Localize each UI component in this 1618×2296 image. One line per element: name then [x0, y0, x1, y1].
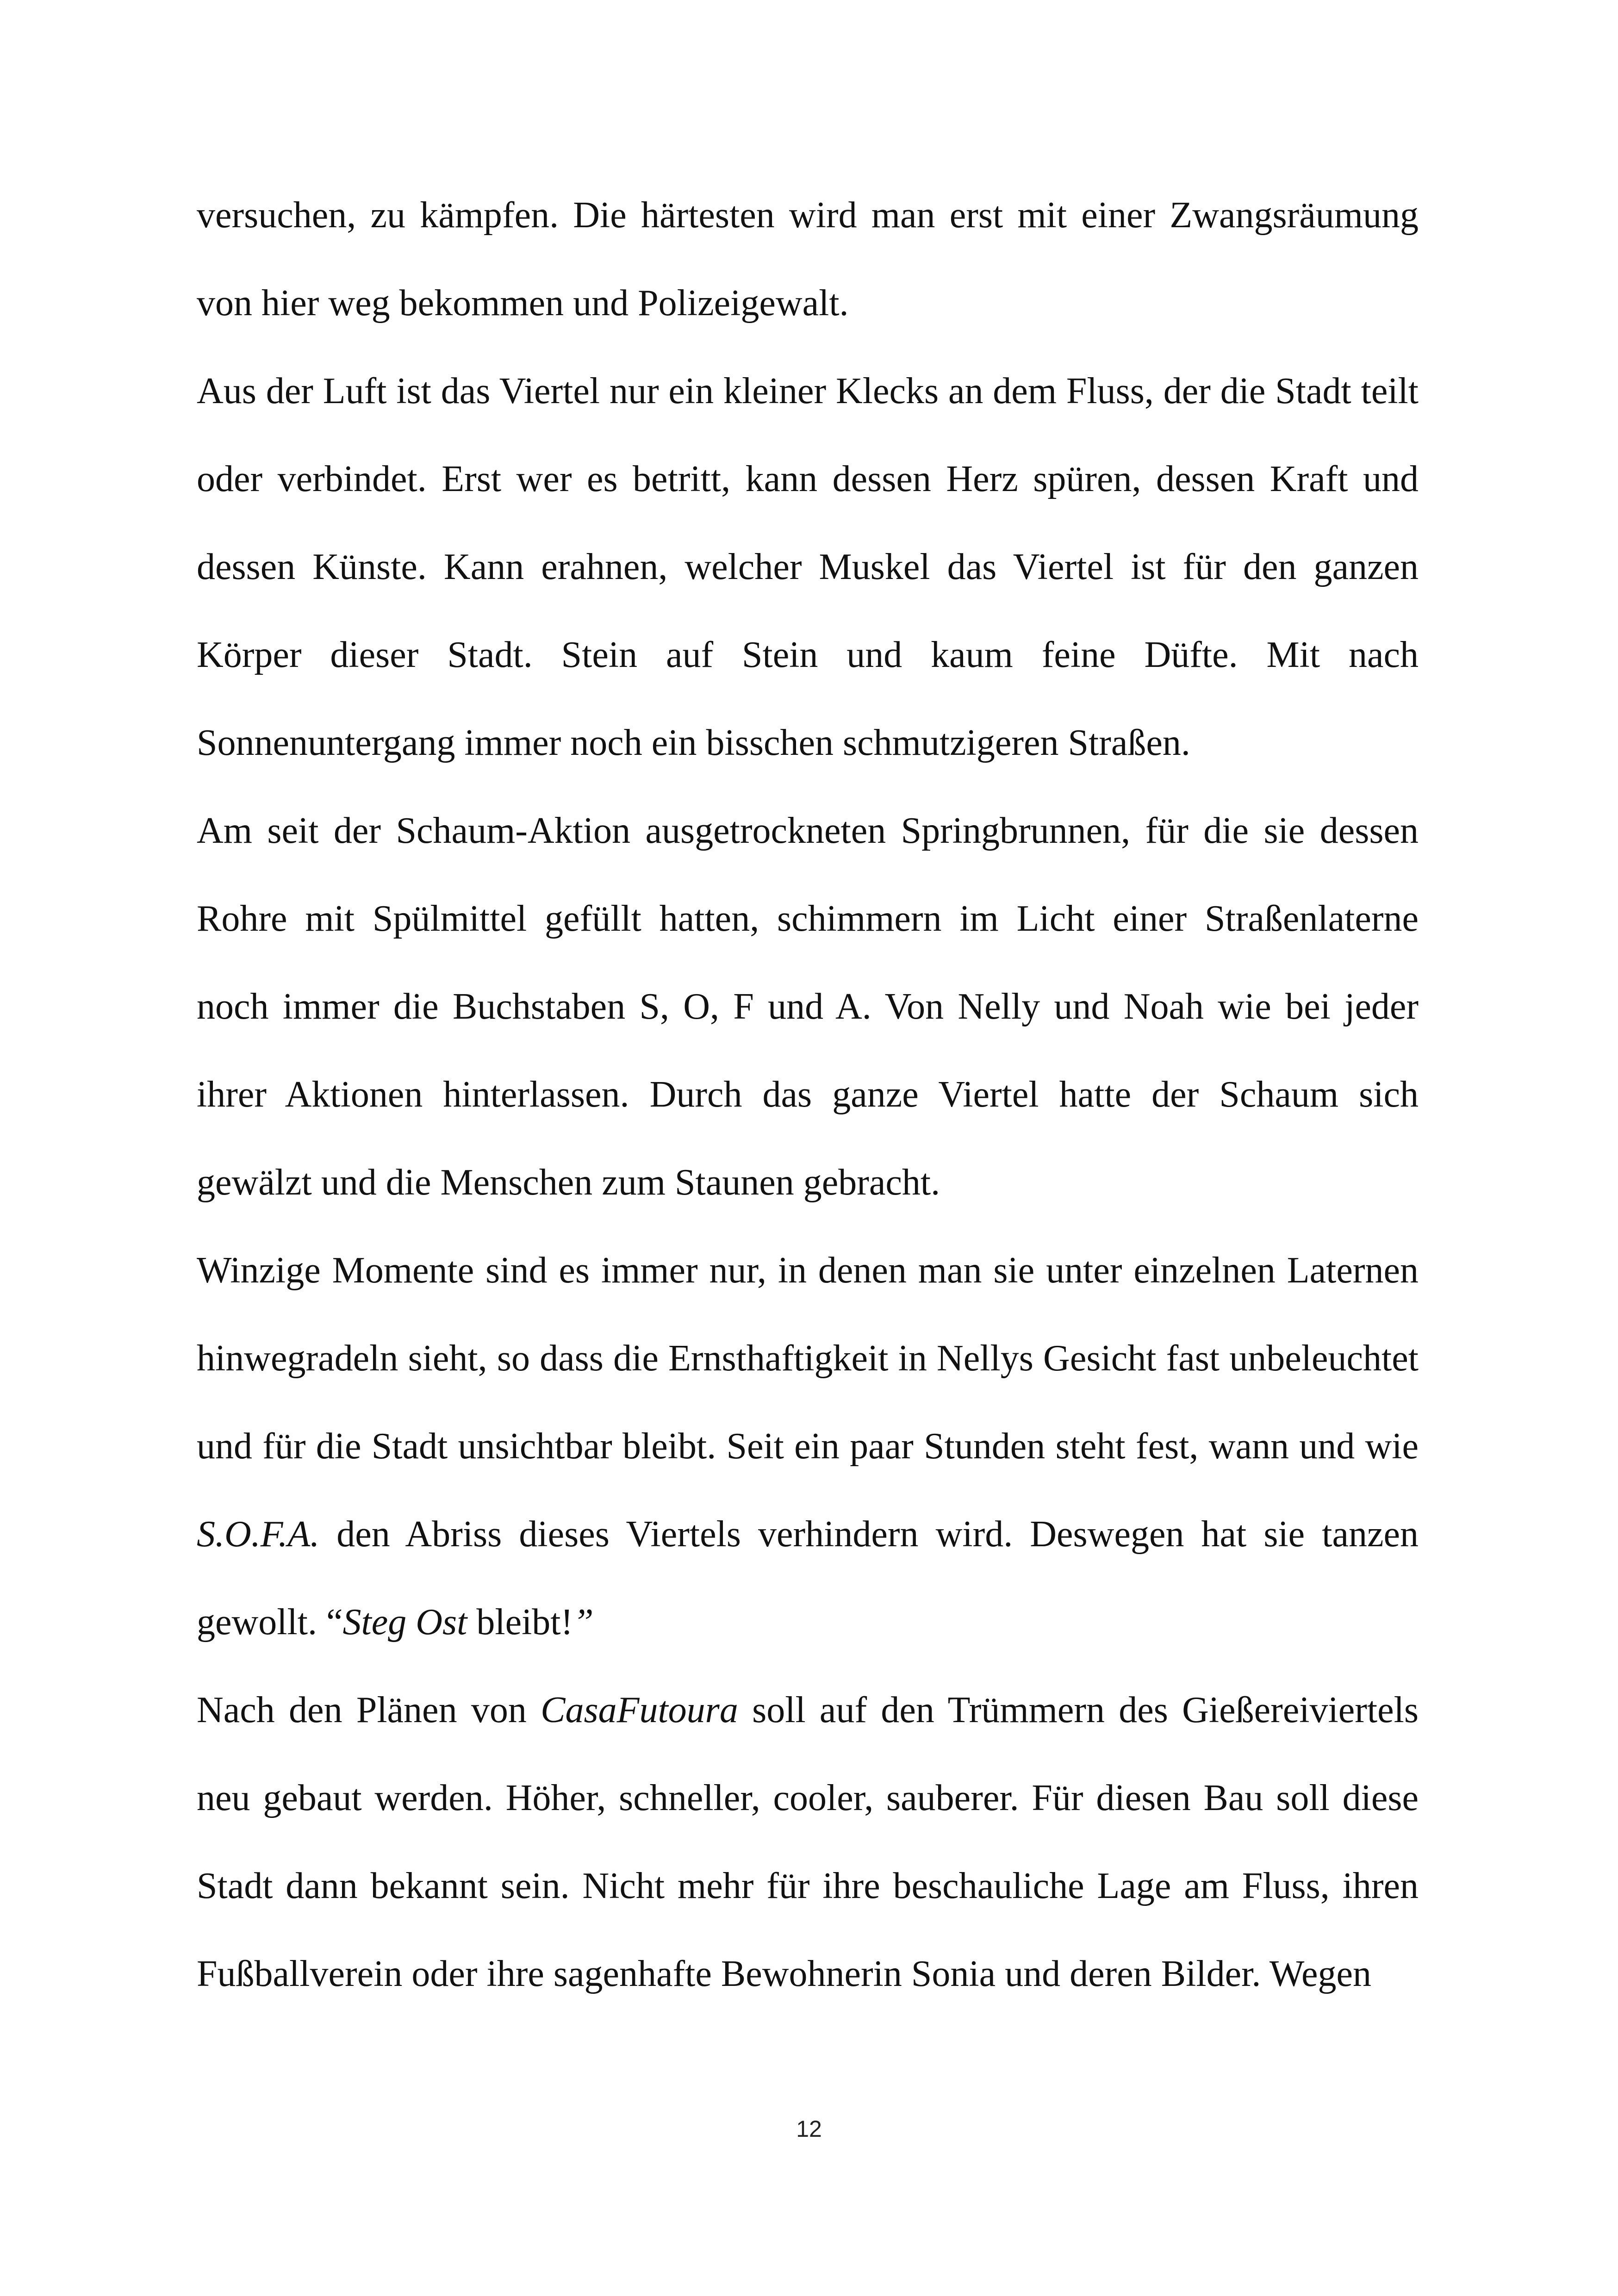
text-run: Winzige Momente sind es immer nur, in denen man sie unter einzelnen Laternen hinwegradeln sieht, so dass die Ernsthaftigkeit in Nellys Gesicht fast unbeleuchtet und für die Stadt unsichtbar bleibt. Seit ein paar Stunden steht fest, wann und wie [197, 1250, 1419, 1467]
text-run: bleibt! [467, 1602, 573, 1643]
paragraph: versuchen, zu kämpfen. Die härtesten wird man erst mit einer Zwangsräumung von hier weg bekommen und Polizeigewalt. [197, 195, 1419, 324]
paragraph: Aus der Luft ist das Viertel nur ein kleiner Klecks an dem Fluss, der die Stadt teilt oder verbindet. Erst wer es betritt, kann dessen Herz spüren, dessen Kraft und dessen Künste. Kann erahnen, welcher Muskel das Viertel ist für den ganzen Körper dieser Stadt. Stein auf Stein und kaum feine Düfte. Mit nach Sonnenuntergang immer noch ein bisschen schmutzigeren Straßen. [197, 371, 1419, 763]
text-run: Nach den Plänen von [197, 1690, 541, 1730]
page-number: 12 [796, 2116, 822, 2142]
italic-run: ” [573, 1602, 594, 1643]
paragraph [197, 1666, 1419, 2018]
italic-run: S.O.F.A. [197, 1514, 320, 1555]
italic-run: CasaFutoura [541, 1690, 738, 1730]
text-run: soll auf den Trümmern des Gießereiviertels neu gebaut werden. Höher, schneller, cooler, sauberer. Für diesen Bau soll diese Stadt dann bekannt sein. Nicht mehr für ihre beschauliche Lage am Fluss, ihren Fußballverein oder ihre sagenhafte Bewohnerin Sonia und deren Bilder. Wegen [197, 1690, 1419, 1994]
italic-run: Steg Ost [342, 1602, 467, 1643]
text-run: den Abriss dieses Viertels verhindern wird. Deswegen hat sie tanzen gewollt. “ [197, 1514, 1419, 1643]
paragraph: Am seit der Schaum-Aktion ausgetrockneten Springbrunnen, für die sie dessen Rohre mit Spülmittel gefüllt hatten, schimmern im Licht einer Straßenlaterne noch immer die Buchstaben S, O, F und A. Von Nelly und Noah wie bei jeder ihrer Aktionen hinterlassen. Durch das ganze Viertel hatte der Schaum sich gewälzt und die Menschen zum Staunen gebracht. [197, 810, 1419, 1203]
body-text [197, 171, 1419, 2018]
paragraph [197, 1226, 1419, 1666]
